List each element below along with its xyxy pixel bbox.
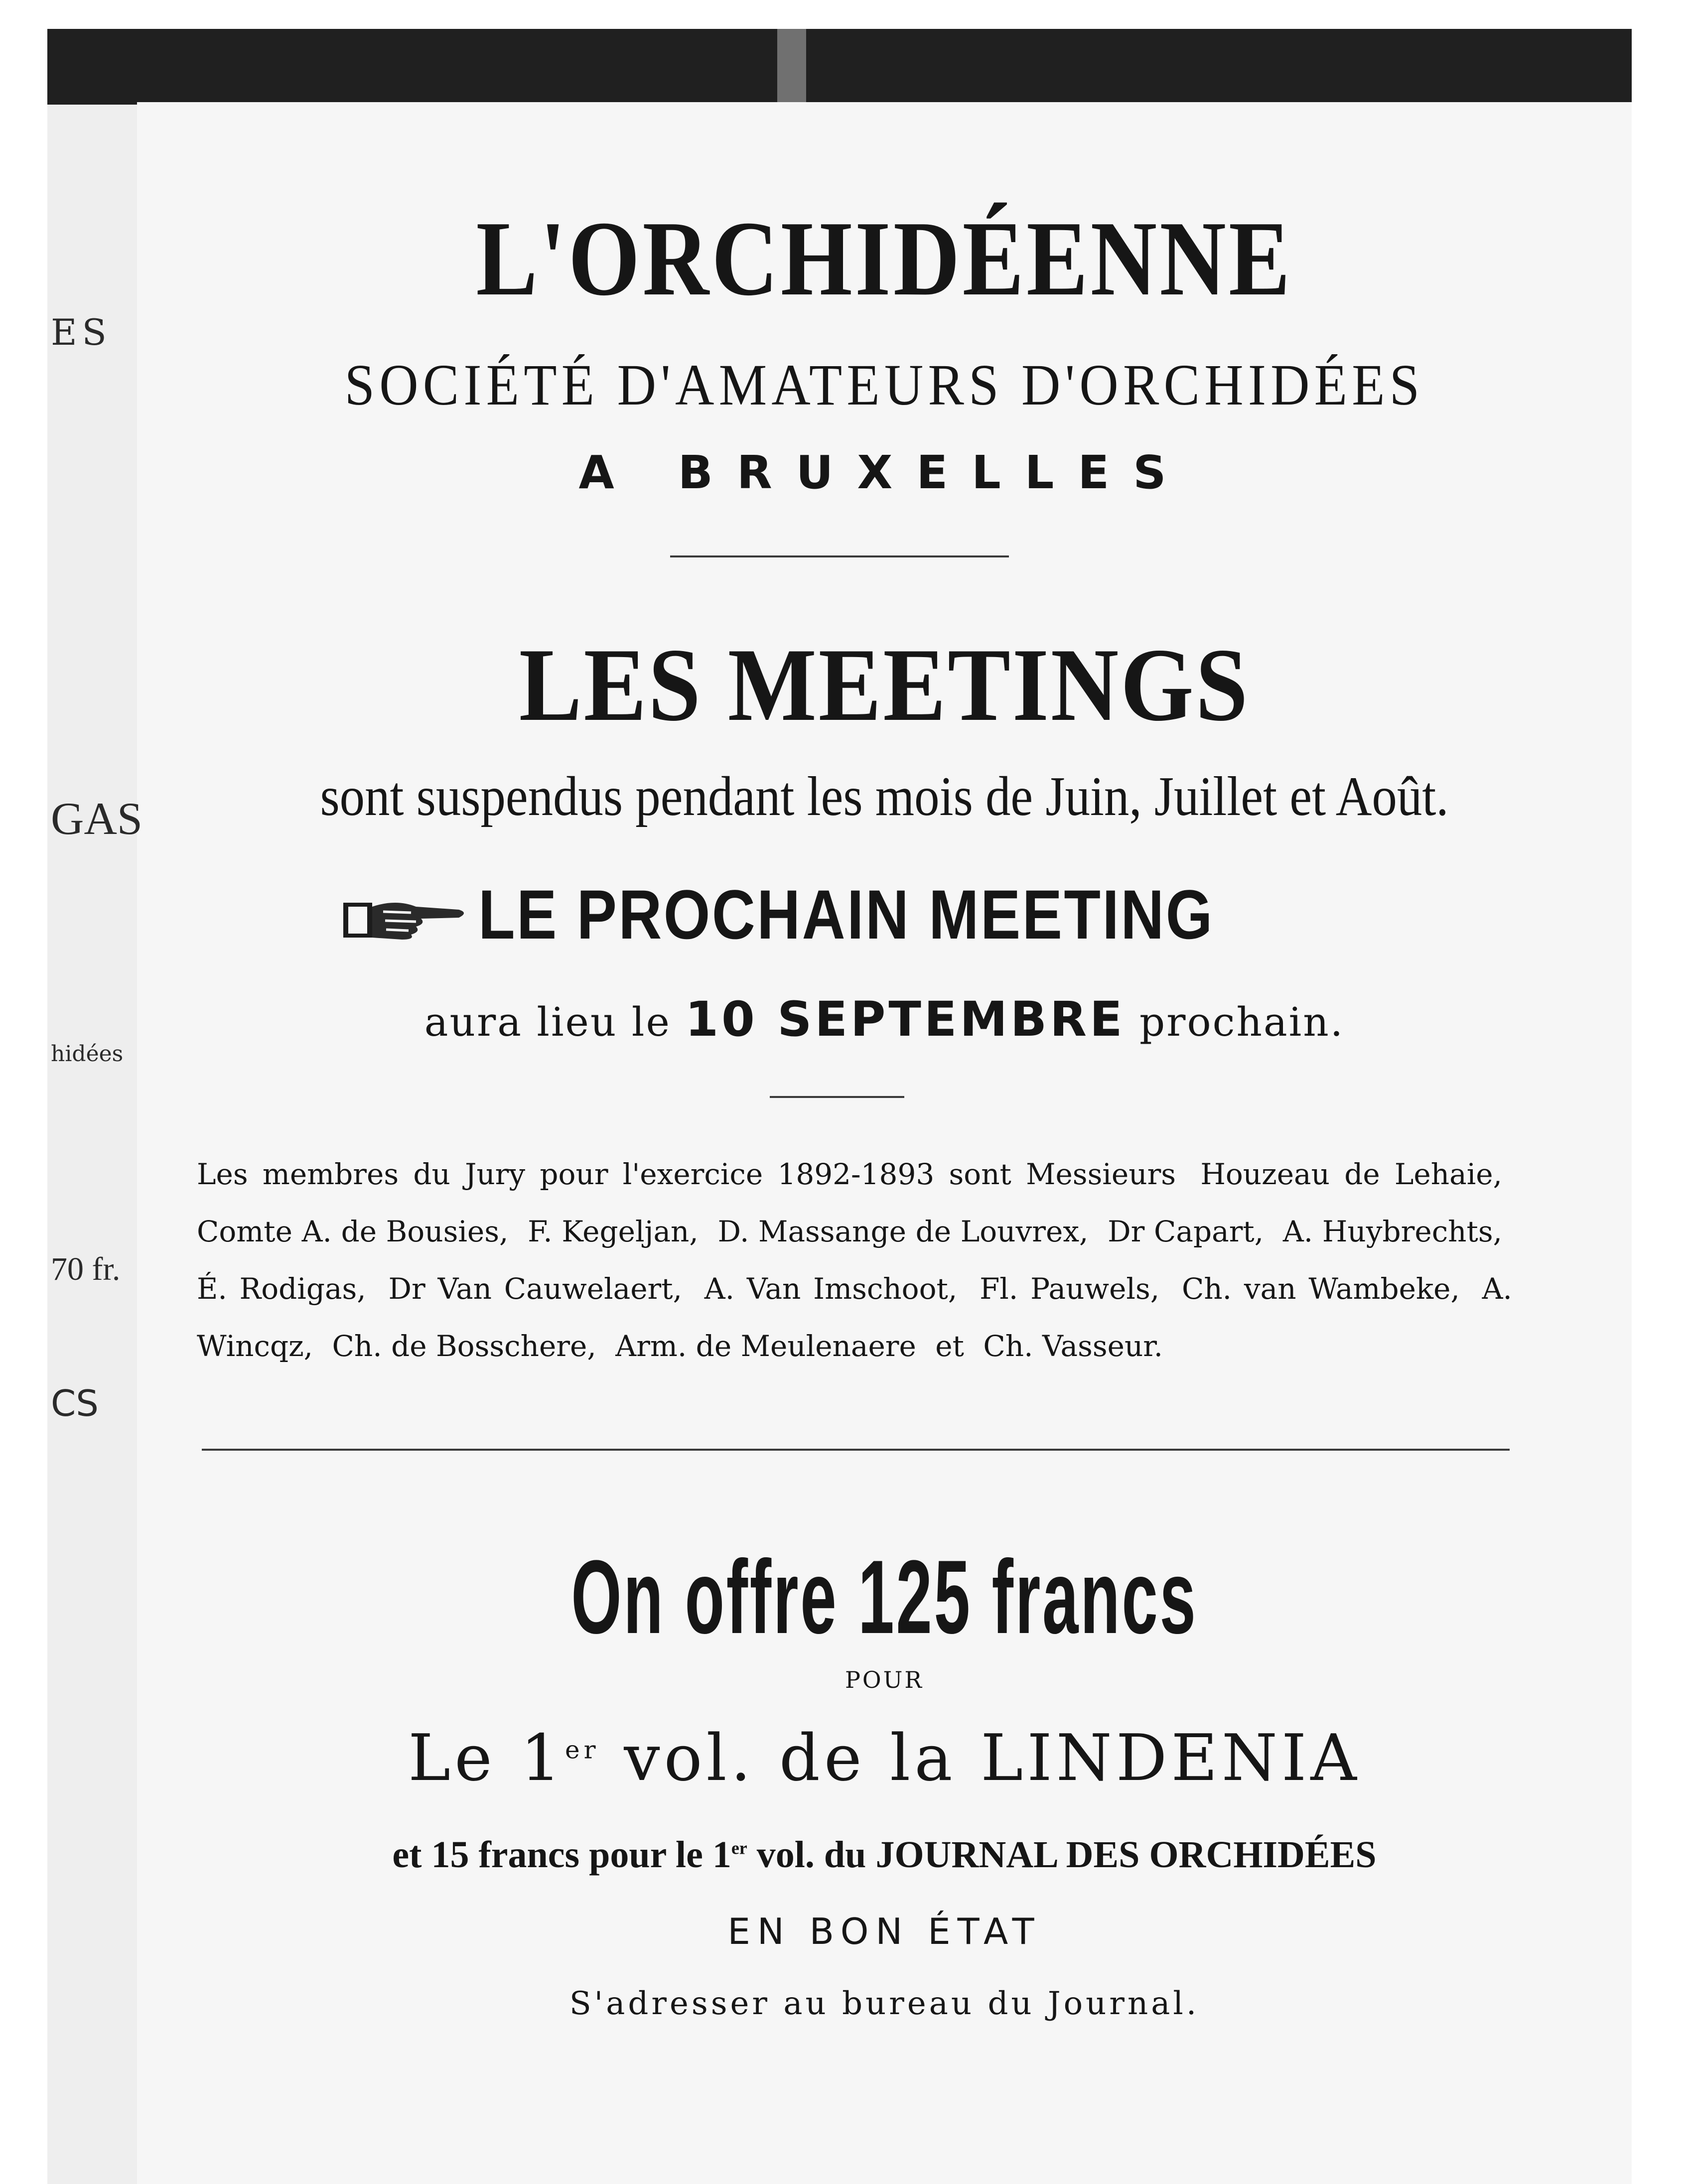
jury-member: Ch. de Bosschere, <box>332 1329 596 1363</box>
ordinal-suffix: er <box>565 1735 600 1765</box>
jury-member: Dr Van Cauwelaert, <box>388 1272 683 1306</box>
meetings-heading: LES MEETINGS <box>519 627 1250 743</box>
jury-intro: Les membres du Jury pour l'exercice 1892-1893 sont Messieurs <box>197 1157 1176 1191</box>
divider <box>770 1096 904 1098</box>
date-suffix: prochain. <box>1139 999 1345 1045</box>
offer-pour: POUR <box>845 1666 924 1693</box>
journal-line <box>137 1833 1632 1877</box>
jury-member: Ch. Vasseur. <box>983 1329 1163 1363</box>
city-line: A BRUXELLES <box>578 446 1190 499</box>
left-fragment: CS <box>51 1382 99 1424</box>
meeting-date: 10 SEPTEMBRE <box>685 991 1126 1047</box>
jury-member: A. Van Imschoot, <box>704 1272 958 1306</box>
jury-conjunction: et <box>935 1329 964 1363</box>
jury-member: Arm. de Meulenaere <box>615 1329 916 1363</box>
ordinal-suffix: er <box>731 1838 747 1858</box>
jury-member: A. Huybrechts, <box>1282 1215 1503 1248</box>
lindenia-prefix: Le 1 <box>408 1721 565 1795</box>
left-fragment: 70 fr. <box>51 1251 121 1287</box>
left-fragment: ES <box>51 311 112 353</box>
left-fragment: GAS <box>51 793 143 844</box>
divider <box>670 555 1009 557</box>
divider <box>202 1449 1510 1451</box>
suspended-notice: sont suspendus pendant les mois de Juin, Juillet et Août. <box>320 766 1449 827</box>
journal-title: vol. du JOURNAL DES ORCHIDÉES <box>756 1834 1377 1876</box>
jury-member: F. Kegeljan, <box>528 1215 699 1248</box>
society-name: SOCIÉTÉ D'AMATEURS D'ORCHIDÉES <box>344 352 1424 417</box>
condition-line: EN BON ÉTAT <box>727 1911 1041 1952</box>
jury-member: A. Wincqz, <box>197 1272 1512 1363</box>
lindenia-title: vol. de la LINDENIA <box>624 1721 1361 1795</box>
journal-title: L'ORCHIDÉENNE <box>476 199 1293 318</box>
jury-member: Comte A. de Bousies, <box>197 1215 509 1248</box>
left-fragment: hidées <box>51 1041 124 1067</box>
contact-line: S'adresser au bureau du Journal. <box>569 1985 1200 2022</box>
next-meeting-date-line <box>137 991 1632 1047</box>
journal-prefix: et 15 francs pour le 1 <box>392 1834 731 1876</box>
pointing-hand-icon <box>341 892 471 947</box>
jury-member: Fl. Pauwels, <box>980 1272 1160 1306</box>
jury-member: Houzeau de Lehaie, <box>1200 1157 1503 1191</box>
lindenia-line <box>137 1721 1632 1795</box>
jury-member: Ch. van Wambeke, <box>1181 1272 1460 1306</box>
jury-member: Dr Capart, <box>1108 1215 1264 1248</box>
jury-member: D. Massange de Louvrex, <box>717 1215 1089 1248</box>
next-meeting-heading: LE PROCHAIN MEETING <box>478 875 1214 954</box>
jury-member: É. Rodigas, <box>197 1272 366 1306</box>
adjacent-page-edge <box>47 105 139 2184</box>
date-prefix: aura lieu le <box>424 999 671 1045</box>
offer-headline: On offre 125 francs <box>571 1538 1198 1655</box>
jury-paragraph <box>197 1146 1512 1375</box>
